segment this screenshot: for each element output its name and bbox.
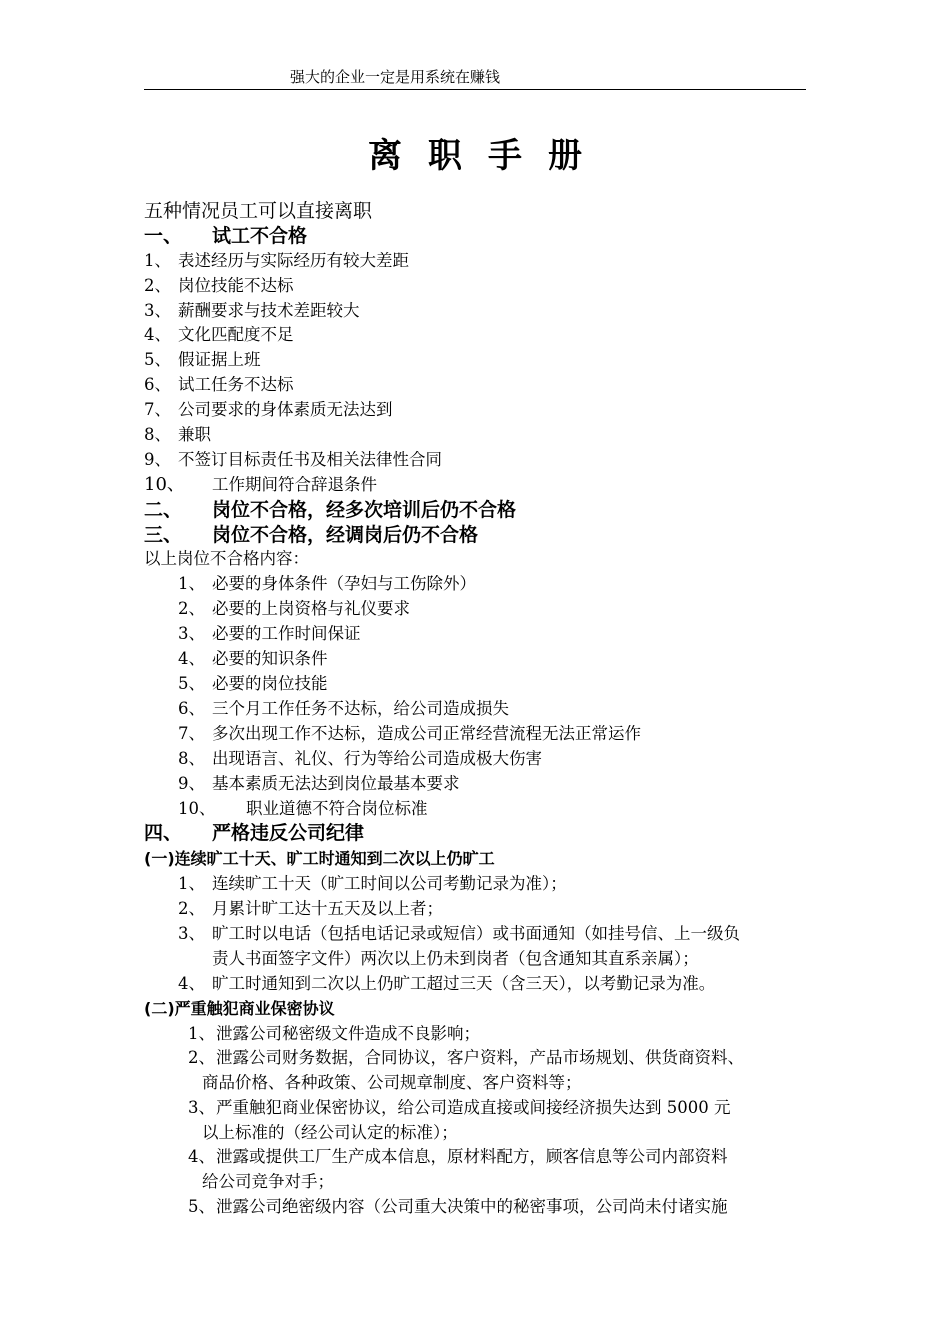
list-item: 3、严重触犯商业保密协议，给公司造成直接或间接经济损失达到 5000 元 (188, 1098, 731, 1117)
list-item-continuation: 责人书面签字文件）两次以上仍未到岗者（包含通知其直系亲属）； (212, 949, 699, 968)
list-item: 5、 假证据上班 (144, 350, 261, 369)
list-item: 2、 必要的上岗资格与礼仪要求 (178, 599, 410, 618)
list-item: 4、 文化匹配度不足 (144, 325, 294, 344)
list-item: 2、 岗位技能不达标 (144, 276, 294, 295)
page-header: 强大的企业一定是用系统在赚钱 (290, 68, 501, 86)
list-item: 1、 必要的身体条件（孕妇与工伤除外） (178, 574, 476, 593)
list-item: 9、 基本素质无法达到岗位最基本要求 (178, 774, 460, 793)
subsection-heading-2: (二)严重触犯商业保密协议 (144, 999, 335, 1018)
list-item: 3、 旷工时以电话（包括电话记录或短信）或书面通知（如挂号信、上一级负 (178, 924, 740, 943)
list-item: 10、 工作期间符合辞退条件 (144, 474, 377, 495)
section-heading-2: 二、 岗位不合格，经多次培训后仍不合格 (144, 499, 517, 521)
list-item: 2、 月累计旷工达十五天及以上者； (178, 899, 443, 918)
list-item: 1、 表述经历与实际经历有较大差距 (144, 251, 409, 270)
list-item: 3、 必要的工作时间保证 (178, 624, 361, 643)
list-item: 10、 职业道德不符合岗位标准 (178, 799, 428, 818)
list-item-continuation: 商品价格、各种政策、公司规章制度、客户资料等； (202, 1073, 582, 1092)
section-heading-3: 三、 岗位不合格，经调岗后仍不合格 (144, 524, 479, 546)
list-item-continuation: 给公司竞争对手； (202, 1172, 334, 1191)
list-item: 8、 兼职 (144, 425, 211, 444)
list-item: 6、 试工任务不达标 (144, 375, 294, 394)
list-item: 2、泄露公司财务数据，合同协议，客户资料，产品市场规划、供货商资料、 (188, 1048, 744, 1067)
list-item: 5、 必要的岗位技能 (178, 674, 328, 693)
list-item: 1、 连续旷工十天（旷工时间以公司考勤记录为准）； (178, 874, 567, 893)
unqualified-intro: 以上岗位不合格内容： (144, 549, 309, 568)
subsection-heading-1: (一)连续旷工十天、旷工时通知到二次以上仍旷工 (144, 849, 495, 868)
list-item: 7、 多次出现工作不达标，造成公司正常经营流程无法正常运作 (178, 724, 641, 743)
list-item: 4、 必要的知识条件 (178, 649, 328, 668)
list-item: 6、 三个月工作任务不达标，给公司造成损失 (178, 699, 509, 718)
list-item: 4、泄露或提供工厂生产成本信息，原材料配方，顾客信息等公司内部资料 (188, 1147, 728, 1166)
list-item: 9、 不签订目标责任书及相关法律性合同 (144, 450, 442, 469)
list-item: 5、泄露公司绝密级内容（公司重大决策中的秘密事项，公司尚未付诸实施 (188, 1197, 728, 1216)
section-heading-1: 一、 试工不合格 (144, 225, 308, 247)
list-item-continuation: 以上标准的（经公司认定的标准）； (202, 1123, 458, 1142)
intro-text: 五种情况员工可以直接离职 (144, 200, 373, 222)
header-divider (144, 89, 806, 90)
list-item: 3、 薪酬要求与技术差距较大 (144, 301, 360, 320)
section-heading-4: 四、 严格违反公司纪律 (144, 822, 365, 844)
list-item: 7、 公司要求的身体素质无法达到 (144, 400, 393, 419)
document-title: 离职手册 (368, 136, 608, 176)
list-item: 4、 旷工时通知到二次以上仍旷工超过三天（含三天），以考勤记录为准。 (178, 974, 716, 993)
list-item: 1、泄露公司秘密级文件造成不良影响； (188, 1024, 480, 1043)
list-item: 8、 出现语言、礼仪、行为等给公司造成极大伤害 (178, 749, 542, 768)
